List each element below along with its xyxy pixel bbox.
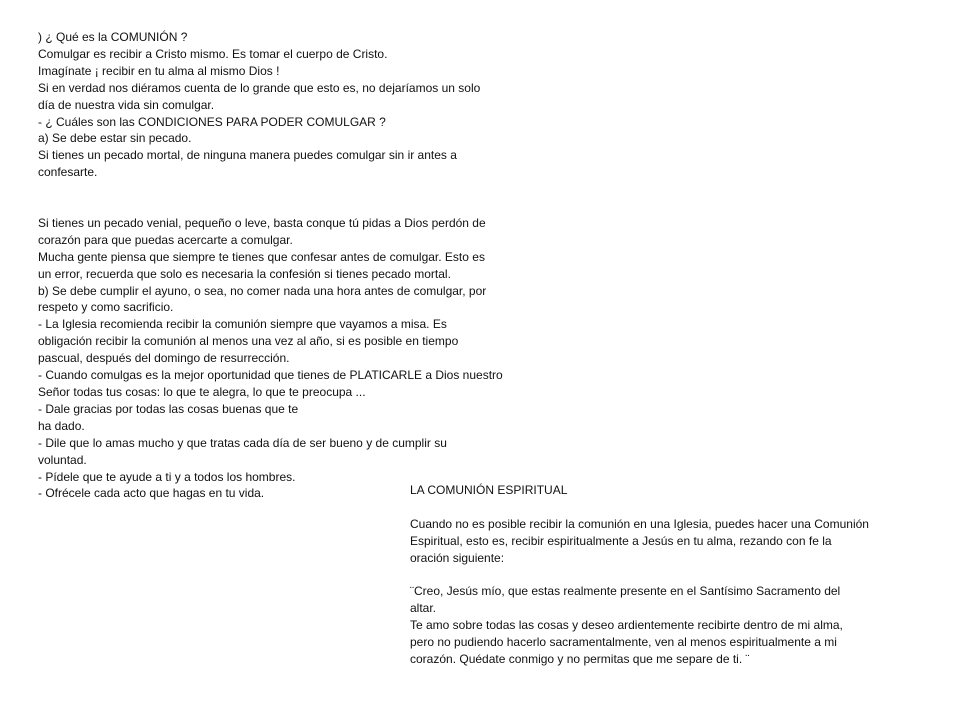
main-text-block <box>38 29 503 502</box>
prayer-line: corazón. Quédate conmigo y no permitas que me separe de ti. ¨ <box>410 652 750 667</box>
text-line: voluntad. <box>38 452 87 467</box>
blank-line <box>410 567 869 584</box>
text-line: pascual, después del domingo de resurrección. <box>38 351 290 366</box>
text-line: Mucha gente piensa que siempre te tienes que confesar antes de comulgar. Esto es <box>38 249 485 264</box>
text-line: Imagínate ¡ recibir en tu alma al mismo Dios ! <box>38 63 280 78</box>
text-line: corazón para que puedas acercarte a comulgar. <box>38 232 293 247</box>
text-line: Si tienes un pecado venial, pequeño o leve, basta conque tú pidas a Dios perdón de <box>38 215 486 230</box>
prayer-line: Te amo sobre todas las cosas y deseo ardientemente recibirte dentro de mi alma, <box>410 618 843 633</box>
text-line: Si tienes un pecado mortal, de ninguna manera puedes comulgar sin ir antes a <box>38 148 457 163</box>
text-line: ha dado. <box>38 418 85 433</box>
blank-line <box>38 198 503 215</box>
text-line: oración siguiente: <box>410 550 505 565</box>
text-line: b) Se debe cumplir el ayuno, o sea, no comer nada una hora antes de comulgar, por <box>38 283 487 298</box>
text-line: respeto y como sacrificio. <box>38 300 174 315</box>
question-communion: ) ¿ Qué es la COMUNIÓN ? <box>38 30 188 44</box>
prayer-line: altar. <box>410 601 437 616</box>
text-line: - Ofrécele cada acto que hagas en tu vida. <box>38 486 265 501</box>
blank-line <box>38 181 503 198</box>
text-line: Si en verdad nos diéramos cuenta de lo grande que esto es, no dejaríamos un solo <box>38 80 481 95</box>
blank-line <box>410 499 869 516</box>
text-line: Cuando no es posible recibir la comunión en una Iglesia, puedes hacer una Comunión <box>410 516 869 531</box>
text-line: día de nuestra vida sin comulgar. <box>38 97 215 112</box>
text-line: a) Se debe estar sin pecado. <box>38 131 192 146</box>
section-title: LA COMUNIÓN ESPIRITUAL <box>410 483 568 497</box>
text-line: obligación recibir la comunión al menos una vez al año, si es posible en tiempo <box>38 334 459 349</box>
prayer-line: ¨Creo, Jesús mío, que estas realmente presente en el Santísimo Sacramento del <box>410 584 841 599</box>
spiritual-communion-block <box>410 482 869 668</box>
text-line: - Dile que lo amas mucho y que tratas cada día de ser bueno y de cumplir su <box>38 435 447 450</box>
text-line: un error, recuerda que solo es necesaria la confesión si tienes pecado mortal. <box>38 266 451 281</box>
text-line: - Pídele que te ayude a ti y a todos los hombres. <box>38 469 296 484</box>
text-line: Comulgar es recibir a Cristo mismo. Es tomar el cuerpo de Cristo. <box>38 46 388 61</box>
text-line: - La Iglesia recomienda recibir la comunión siempre que vayamos a misa. Es <box>38 317 447 332</box>
text-line: - Cuando comulgas es la mejor oportunidad que tienes de PLATICARLE a Dios nuestro <box>38 368 503 383</box>
question-conditions: - ¿ Cuáles son las CONDICIONES PARA PODER COMULGAR ? <box>38 114 386 129</box>
prayer-line: pero no pudiendo hacerlo sacramentalmente, ven al menos espiritualmente a mi <box>410 635 837 650</box>
text-line: Señor todas tus cosas: lo que te alegra, lo que te preocupa ... <box>38 385 366 399</box>
text-line: - Dale gracias por todas las cosas buenas que te <box>38 401 299 416</box>
text-line: confesarte. <box>38 165 98 180</box>
text-line: Espiritual, esto es, recibir espiritualmente a Jesús en tu alma, rezando con fe la <box>410 533 832 548</box>
